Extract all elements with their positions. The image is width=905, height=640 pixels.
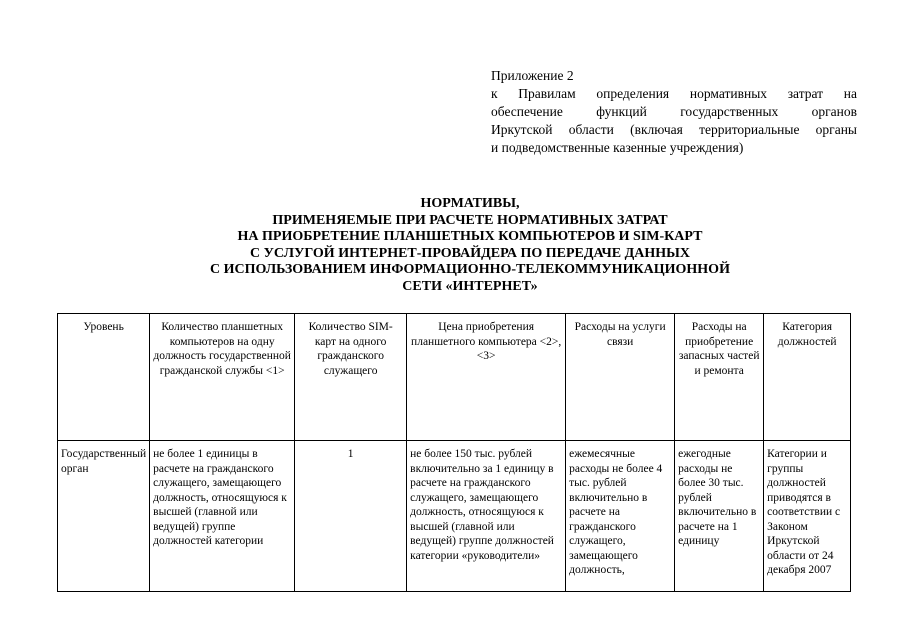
appendix-line: и подведомственные казенные учреждения) bbox=[491, 140, 744, 155]
header-cell-level: Уровень bbox=[58, 314, 150, 441]
cell-level: Государственный орган bbox=[58, 441, 150, 592]
table-header-row bbox=[58, 314, 851, 441]
header-cell-communication-costs: Расходы на услуги связи bbox=[566, 314, 675, 441]
cell-tablet-price: не более 150 тыс. рублей включительно за 1 единицу в расчете на гражданского служащего, замещающего должность, относящуюся к высшей (главной или ведущей) группе должностей категории «руководители» bbox=[407, 441, 566, 592]
header-cell-tablet-price: Цена приобретения планшетного компьютера <2>, <3> bbox=[407, 314, 566, 441]
appendix-line: Иркутской области (включая территориальные органы bbox=[491, 122, 857, 137]
cell-sim-count: 1 bbox=[295, 441, 407, 592]
title-line: НОРМАТИВЫ, bbox=[420, 196, 520, 211]
appendix-number: Приложение 2 bbox=[491, 68, 574, 83]
header-cell-sim-count: Количество SIM-карт на одного гражданского служащего bbox=[295, 314, 407, 441]
cell-position-category: Категории и группы должностей приводятся в соответствии с Законом Иркутской области от 24 декабря 2007 bbox=[764, 441, 851, 592]
header-cell-position-category: Категория должностей bbox=[764, 314, 851, 441]
document-title bbox=[100, 196, 840, 295]
title-line: НА ПРИОБРЕТЕНИЕ ПЛАНШЕТНЫХ КОМПЬЮТЕРОВ И SIM-КАРТ bbox=[237, 229, 703, 244]
title-line: С УСЛУГОЙ ИНТЕРНЕТ-ПРОВАЙДЕРА ПО ПЕРЕДАЧЕ ДАННЫХ bbox=[250, 245, 690, 261]
cell-tablets-count: не более 1 единицы в расчете на гражданского служащего, замещающего должность, относящуюся к высшей (главной или ведущей) группе должностей категории bbox=[150, 441, 295, 592]
appendix-line: к Правилам определения нормативных затрат на bbox=[491, 86, 857, 101]
cell-repair-costs: ежегодные расходы не более 30 тыс. рублей включительно в расчете на 1 единицу bbox=[675, 441, 764, 592]
table-row bbox=[58, 441, 851, 592]
norms-table bbox=[57, 313, 851, 592]
header-cell-repair-costs: Расходы на приобретение запасных частей и ремонта bbox=[675, 314, 764, 441]
title-line: СЕТИ «ИНТЕРНЕТ» bbox=[402, 278, 538, 294]
appendix-line: обеспечение функций государственных органов bbox=[491, 104, 857, 119]
title-line: С ИСПОЛЬЗОВАНИЕМ ИНФОРМАЦИОННО-ТЕЛЕКОММУНИКАЦИОННОЙ bbox=[210, 262, 730, 277]
cell-communication-costs: ежемесячные расходы не более 4 тыс. рублей включительно в расчете на гражданского служащего, замещающего должность, bbox=[566, 441, 675, 592]
header-cell-tablets-count: Количество планшетных компьютеров на одну должность государственной гражданской службы <1> bbox=[150, 314, 295, 441]
appendix-block bbox=[491, 67, 857, 157]
title-line: ПРИМЕНЯЕМЫЕ ПРИ РАСЧЕТЕ НОРМАТИВНЫХ ЗАТРАТ bbox=[272, 212, 668, 228]
